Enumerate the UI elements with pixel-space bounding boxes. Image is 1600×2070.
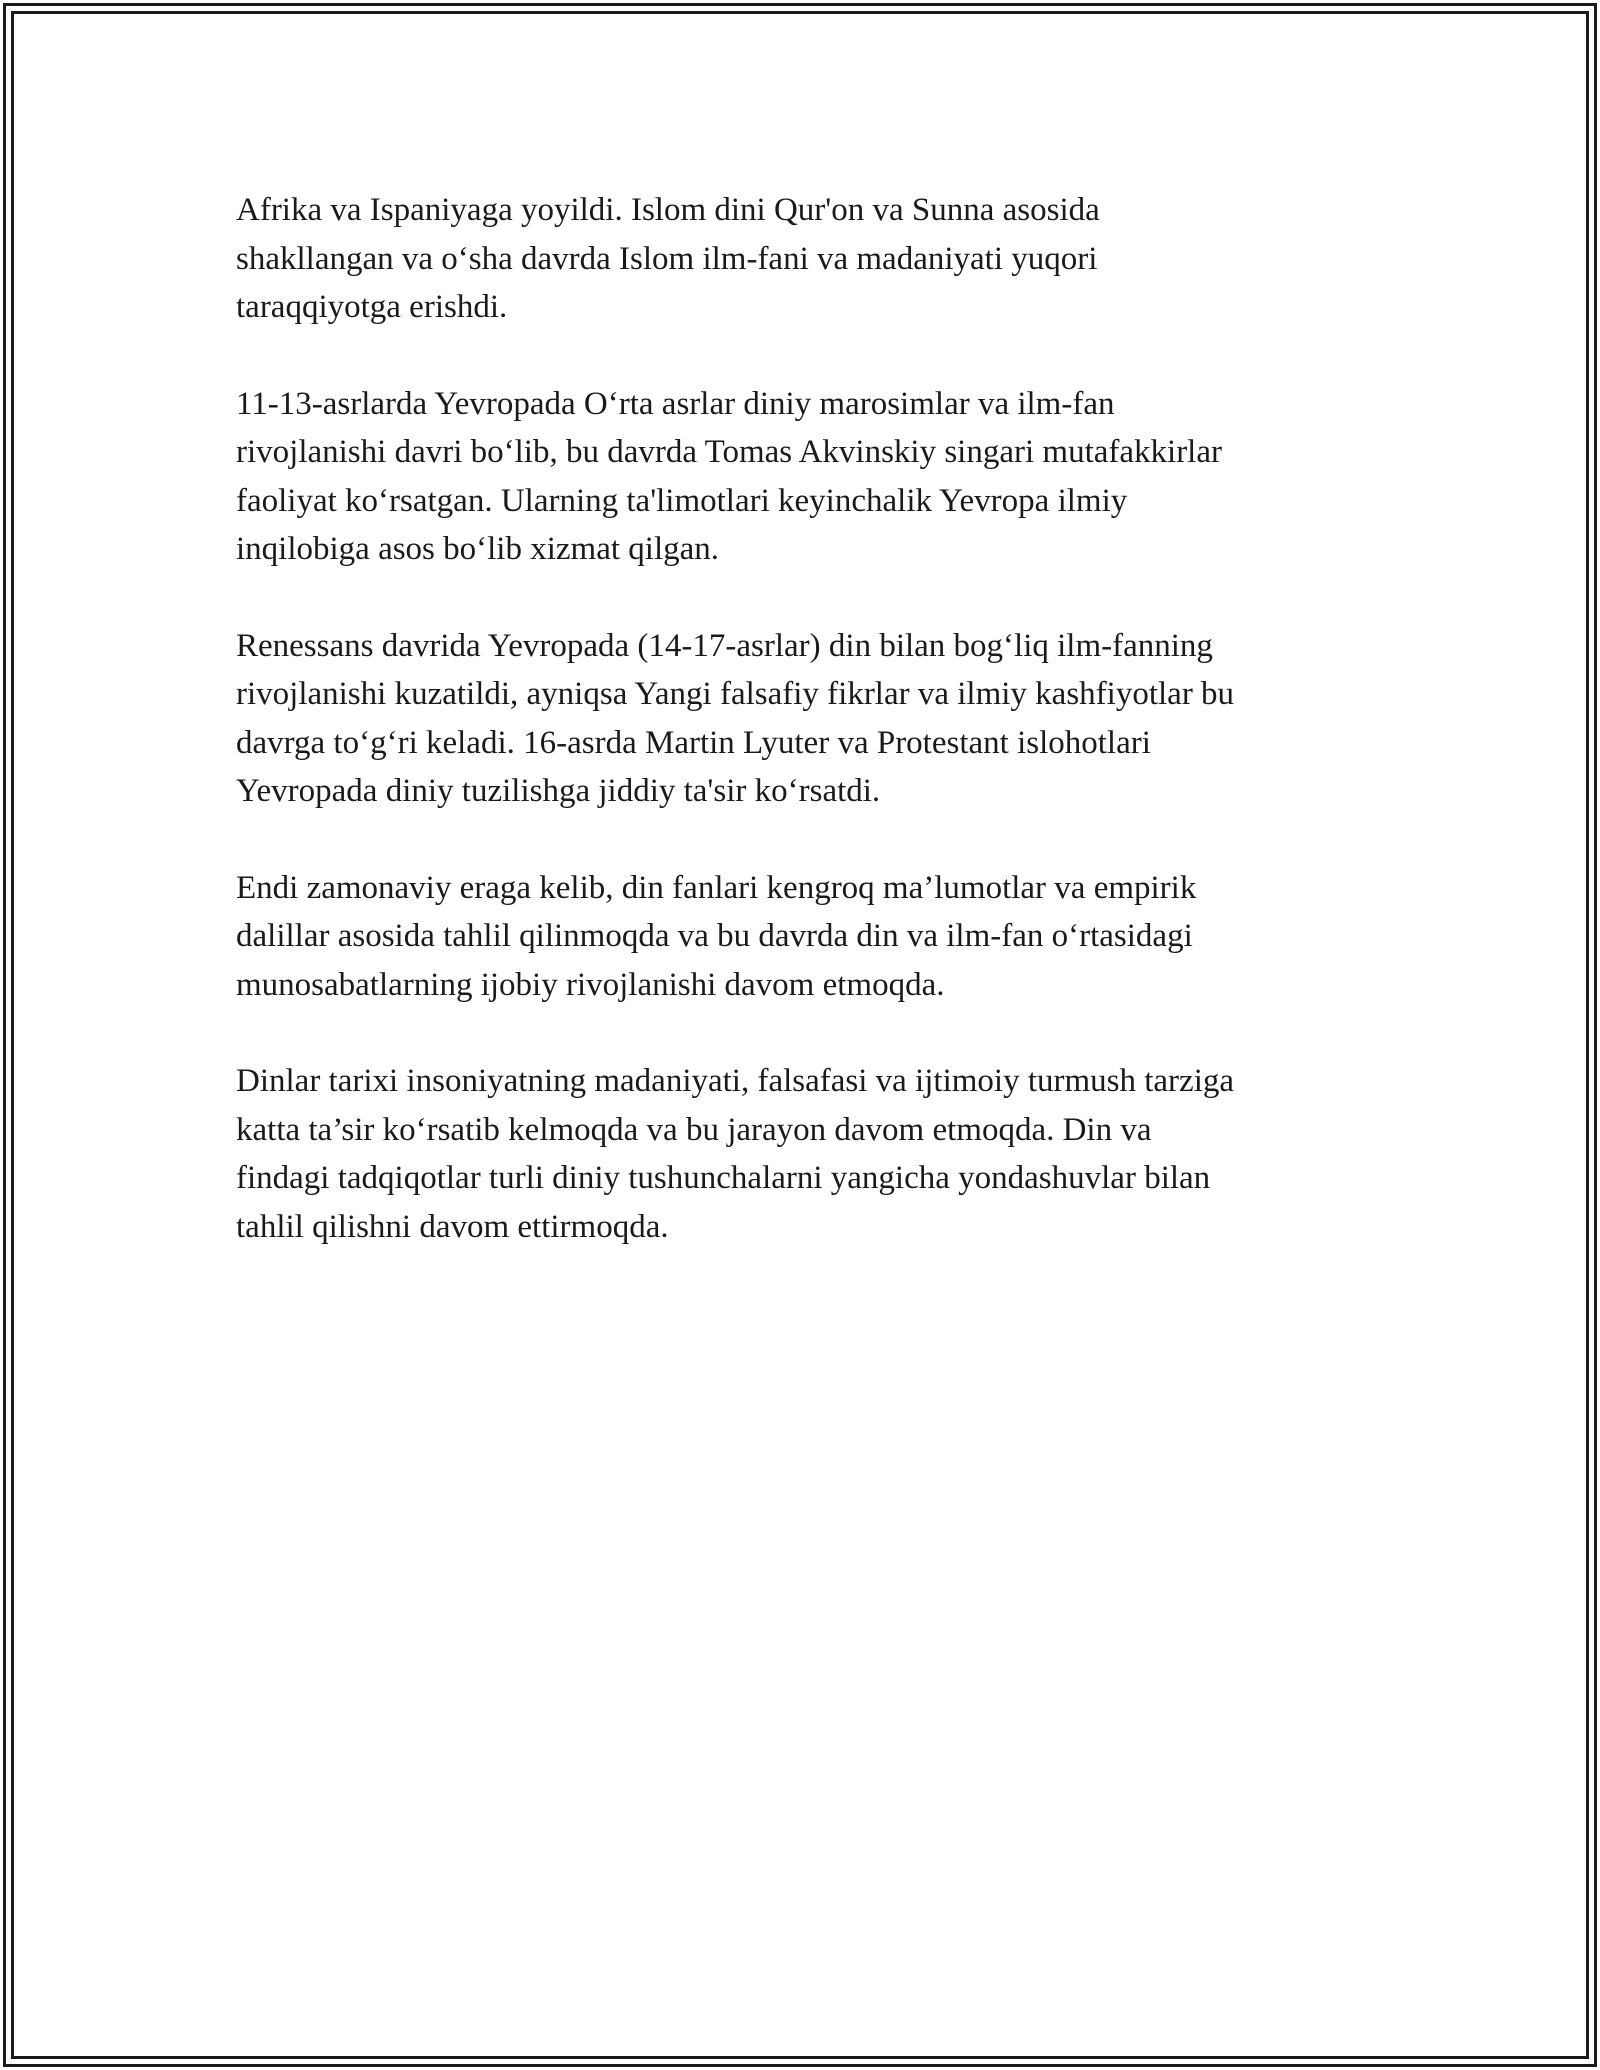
paragraph-renessans xyxy=(236,622,1366,816)
text-line: Endi zamonaviy eraga kelib, din fanlari kengroq ma’lumotlar va empirik xyxy=(236,869,1197,906)
text-line: Afrika va Ispaniyaga yoyildi. Islom dini Qur'on va Sunna asosida xyxy=(236,192,1100,228)
text-line: tahlil qilishni davom ettirmoqda. xyxy=(236,1208,669,1245)
text-line: faoliyat ko‘rsatgan. Ularning ta'limotlari keyinchalik Yevropa ilmiy xyxy=(236,482,1128,519)
paragraph-zamonaviy-era xyxy=(236,864,1366,1010)
text-line: rivojlanishi davri bo‘lib, bu davrda Tomas Akvinskiy singari mutafakkirlar xyxy=(236,434,1222,470)
paragraph-orta-asrlar xyxy=(236,380,1366,574)
text-line: Yevropada diniy tuzilishga jiddiy ta'sir ko‘rsatdi. xyxy=(236,773,881,809)
text-line: katta ta’sir ko‘rsatib kelmoqda va bu jarayon davom etmoqda. Din va xyxy=(236,1111,1152,1148)
paragraph-dinlar-tarixi xyxy=(236,1057,1366,1251)
text-line: dalillar asosida tahlil qilinmoqda va bu davrda din va ilm-fan o‘rtasidagi xyxy=(236,918,1193,954)
text-line: shakllangan va o‘sha davrda Islom ilm-fani va madaniyati yuqori xyxy=(236,240,1098,277)
text-line: davrga to‘g‘ri keladi. 16-asrda Martin Lyuter va Protestant islohotlari xyxy=(236,724,1151,761)
text-line: findagi tadqiqotlar turli diniy tushunchalarni yangicha yondashuvlar bilan xyxy=(236,1160,1211,1196)
document-body xyxy=(236,186,1366,1299)
text-line: taraqqiyotga erishdi. xyxy=(236,289,508,325)
text-line: inqilobiga asos bo‘lib xizmat qilgan. xyxy=(236,531,720,567)
text-line: Dinlar tarixi insoniyatning madaniyati, falsafasi va ijtimoiy turmush tarziga xyxy=(236,1063,1235,1099)
text-line: rivojlanishi kuzatildi, ayniqsa Yangi falsafiy fikrlar va ilmiy kashfiyotlar bu xyxy=(236,676,1235,712)
text-line: 11-13-asrlarda Yevropada O‘rta asrlar diniy marosimlar va ilm-fan xyxy=(236,385,1115,422)
text-line: munosabatlarning ijobiy rivojlanishi davom etmoqda. xyxy=(236,966,945,1003)
paragraph-islom xyxy=(236,186,1366,332)
text-line: Renessans davrida Yevropada (14-17-asrlar) din bilan bog‘liq ilm-fanning xyxy=(236,627,1213,664)
